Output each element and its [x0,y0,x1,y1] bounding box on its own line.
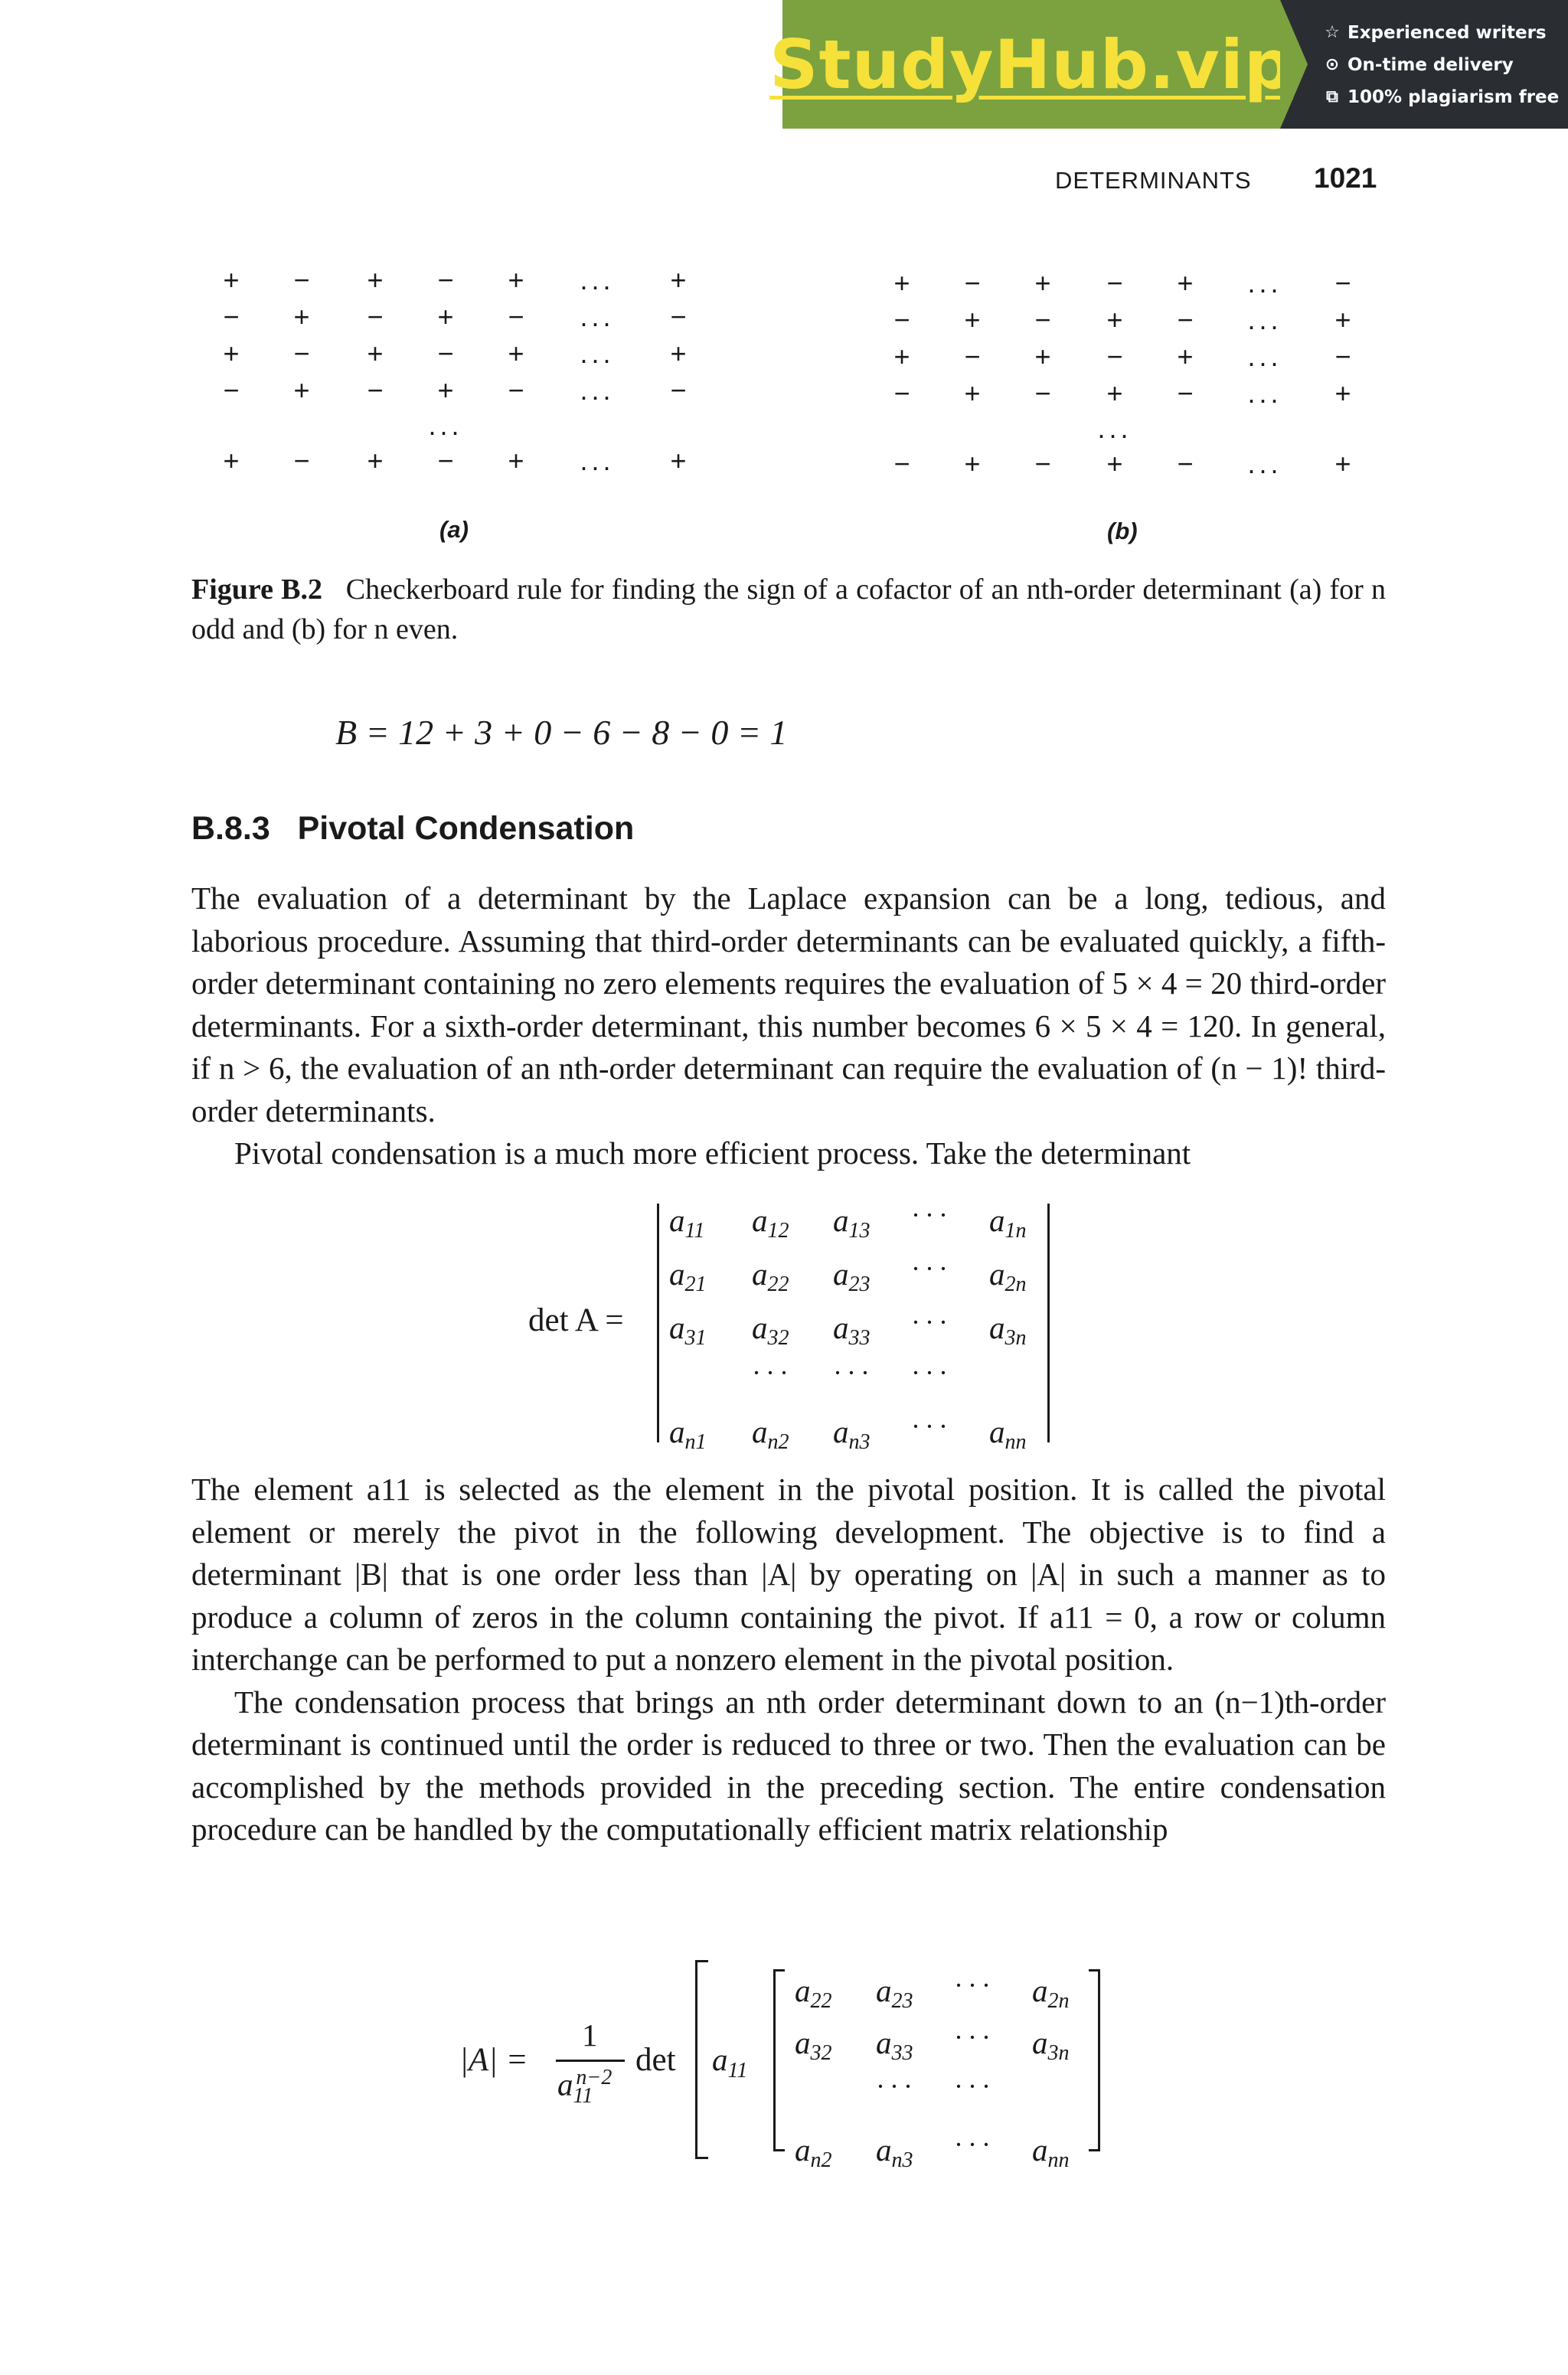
matrix-element: $a_{nn}$ [1032,2132,1070,2172]
sign-symbol: − [293,445,310,476]
paragraph-pivotal-intro: Pivotal condensation is a much more efficient process. Take the determinant [234,1135,1191,1171]
sign-symbol: + [670,338,687,369]
cond-lhs: |A| = [459,2042,528,2078]
sign-symbol: − [437,445,454,476]
sign-symbol: + [964,448,981,479]
studyhub-banner[interactable] [769,0,1568,129]
fraction-bar [556,2060,625,2062]
cond-numerator: 1 [582,2017,598,2053]
matrix-element: $a_{nn}$ [989,1414,1027,1454]
matrix-element: $a_{3n}$ [1032,2025,1070,2065]
sign-symbol: − [893,304,910,335]
sign-symbol: − [1177,448,1194,479]
sign-symbol: − [1034,304,1051,335]
cond-factor: $a_{11}$ [712,2042,748,2083]
matrix-element: $a_{2n}$ [1032,1973,1070,2013]
matrix-dots: ··· [911,1411,952,1442]
sign-symbol: + [893,341,910,372]
section-title: Pivotal Condensation [297,810,635,847]
matrix-element: $a_{22}$ [752,1256,789,1296]
banner-features [1280,0,1568,129]
matrix-element: $a_{22}$ [795,1973,832,2013]
ellipsis: ... [580,264,615,296]
sign-symbol: + [508,338,524,369]
sign-symbol: + [1334,377,1351,409]
matrix-element: $a_{2n}$ [989,1256,1027,1296]
paragraph-pivot: The element a11 is selected as the element in the pivotal position. It is called the pivotal element or merely the pivot in the following development. The objective is to find a determinant |B| that is one order less than |A| by operating on |A| in such a manner as to produce a column of zeros in the column containing the pivot. If a11 = 0, a row or column interchange can be performed to put a nonzero element in the pivotal position. [191,1472,1386,1677]
ellipsis: ... [1247,377,1282,409]
inner-bracket-right [1089,1969,1100,2151]
sign-symbol: − [1177,377,1194,409]
ellipsis: ... [580,374,615,406]
sign-symbol: + [893,267,910,299]
matrix-element: $a_{23}$ [876,1973,913,2013]
matrix-element: $a_{32}$ [795,2025,832,2065]
sign-symbol: − [223,301,240,332]
cond-denominator: $a_{11}^{n-2}$ [557,2066,612,2108]
sign-symbol: + [1106,377,1123,409]
sign-symbol: − [223,374,240,406]
sign-symbol: − [1334,267,1351,299]
ellipsis: ... [580,301,615,332]
sign-symbol: + [223,338,240,369]
clock-icon: ⊙ [1325,55,1340,74]
matrix-element: $a_{21}$ [669,1256,707,1296]
sign-symbol: − [1034,377,1051,409]
page-number: 1021 [1314,162,1377,194]
ellipsis: ... [428,410,463,441]
matrix-element: $a_{33}$ [876,2025,913,2065]
sign-symbol: + [1334,304,1351,335]
sign-symbol: + [1034,267,1051,299]
sign-symbol: + [293,301,310,332]
sign-symbol: − [1334,341,1351,372]
matrix-element: $a_{32}$ [752,1310,789,1350]
sign-symbol: + [1106,304,1123,335]
sign-symbol: − [893,377,910,409]
sign-symbol: − [293,264,310,296]
sign-symbol: − [1106,341,1123,372]
sign-symbol: + [223,445,240,476]
paragraph-laplace: The evaluation of a determinant by the Laplace expansion can be a long, tedious, and laborious procedure. Assuming that third-order determinants can be evaluated quickly, a fifth-order determinant containing no zero elements requires the evaluation of 5 × 4 = 20 third-order determinants. For a sixth-order determinant, this number becomes 6 × 5 × 4 = 120. In general, if n > 6, the evaluation of an nth-order determinant can require the evaluation of (n − 1)! third-order determinants. [191,880,1386,1129]
cond-det-word: det [635,2042,676,2078]
sign-symbol: + [367,338,384,369]
matrix-element: $a_{13}$ [833,1203,871,1243]
sign-symbol: + [508,445,524,476]
copy-icon: ⧉ [1326,87,1338,106]
running-head: DETERMINANTS [1055,167,1252,194]
sign-symbol: − [1177,304,1194,335]
ellipsis: ... [580,445,615,476]
section-number: B.8.3 [191,810,270,847]
sign-symbol: + [964,304,981,335]
feature-text: On-time delivery [1348,55,1514,75]
sign-symbol: − [670,374,687,406]
sign-symbol: − [508,301,524,332]
feature-plagiarism-free [1323,81,1568,113]
sign-symbol: + [437,301,454,332]
ellipsis: ... [1247,267,1282,299]
matrix-dots: ··· [911,1357,952,1388]
paragraph-condensation: The condensation process that brings an nth order determinant down to an (n−1)th-order determinant is continued until the order is reduced to three or two. Then the evaluation can be accomplished by the methods provided in the preceding section. The entire condensation procedure can be handled by the computationally efficient matrix relationship [191,1684,1386,1847]
sign-symbol: + [1177,341,1194,372]
ellipsis: ... [1247,448,1282,479]
sign-symbol: + [670,264,687,296]
logo-text: StudyHub.vip [769,25,1293,104]
studyhub-logo[interactable] [769,0,1293,129]
sign-symbol: − [293,338,310,369]
matrix-dots: ··· [954,1970,995,2001]
matrix-element: $a_{1n}$ [989,1203,1027,1243]
det-left-bar [657,1204,659,1442]
body-text-intro [191,877,1386,1175]
sign-symbol: − [437,338,454,369]
ellipsis: ... [1247,304,1282,335]
matrix-dots: ··· [954,2071,995,2102]
sign-symbol: + [1334,448,1351,479]
sign-symbol: − [1034,448,1051,479]
sign-symbol: + [1177,267,1194,299]
sign-symbol: − [367,374,384,406]
section-heading [191,810,634,848]
sign-symbol: − [893,448,910,479]
sign-symbol: + [223,264,240,296]
matrix-element: $a_{n2}$ [795,2132,832,2172]
feature-experienced-writers [1323,17,1568,49]
matrix-element: $a_{3n}$ [989,1310,1027,1350]
star-icon: ☆ [1325,23,1340,42]
matrix-dots: ··· [752,1357,793,1388]
sign-symbol: + [367,445,384,476]
sign-symbol: + [293,374,310,406]
sign-symbol: − [670,301,687,332]
sign-symbol: + [964,377,981,409]
sign-symbol: + [437,374,454,406]
matrix-element: $a_{n2}$ [752,1414,789,1454]
det-right-bar [1047,1204,1050,1442]
equation-b: B = 12 + 3 + 0 − 6 − 8 − 0 = 1 [335,713,788,752]
sign-symbol: − [964,267,981,299]
caption-label: Figure B.2 [191,573,323,606]
matrix-element: $a_{n1}$ [669,1414,707,1454]
sign-symbol: − [1106,267,1123,299]
board-a-label: (a) [439,516,469,543]
matrix-element: $a_{n3}$ [876,2132,913,2172]
sign-symbol: + [1106,448,1123,479]
sign-symbol: + [670,445,687,476]
matrix-dots: ··· [911,1200,952,1230]
figure-caption [191,570,1386,649]
matrix-element: $a_{11}$ [669,1203,705,1243]
feature-text: 100% plagiarism free [1348,87,1560,107]
matrix-element: $a_{23}$ [833,1256,871,1296]
matrix-element: $a_{12}$ [752,1203,789,1243]
sign-symbol: − [437,264,454,296]
matrix-dots: ··· [911,1253,952,1284]
caption-text: Checkerboard rule for finding the sign of a cofactor of an nth-order determinant (a) for n odd and (b) for n even. [191,573,1387,645]
sign-symbol: + [367,264,384,296]
matrix-element: $a_{33}$ [833,1310,871,1350]
matrix-dots: ··· [876,2071,917,2102]
inner-bracket-left [773,1969,785,2151]
feature-text: Experienced writers [1348,23,1547,43]
ellipsis: ... [1247,341,1282,372]
sign-symbol: − [367,301,384,332]
outer-bracket-left [695,1960,708,2159]
feature-on-time-delivery [1323,49,1568,81]
sign-symbol: − [964,341,981,372]
det-a-lhs: det A = [528,1302,624,1338]
matrix-dots: ··· [954,2022,995,2053]
ellipsis: ... [1097,413,1132,444]
matrix-dots: ··· [833,1357,874,1388]
sign-symbol: + [508,264,524,296]
matrix-dots: ··· [954,2129,995,2160]
board-b-label: (b) [1107,518,1138,544]
matrix-element: $a_{31}$ [669,1310,707,1350]
sign-symbol: − [508,374,524,406]
sign-symbol: + [1034,341,1051,372]
body-text-pivot [191,1468,1386,1851]
matrix-element: $a_{n3}$ [833,1414,871,1454]
ellipsis: ... [580,338,615,369]
matrix-dots: ··· [911,1307,952,1338]
